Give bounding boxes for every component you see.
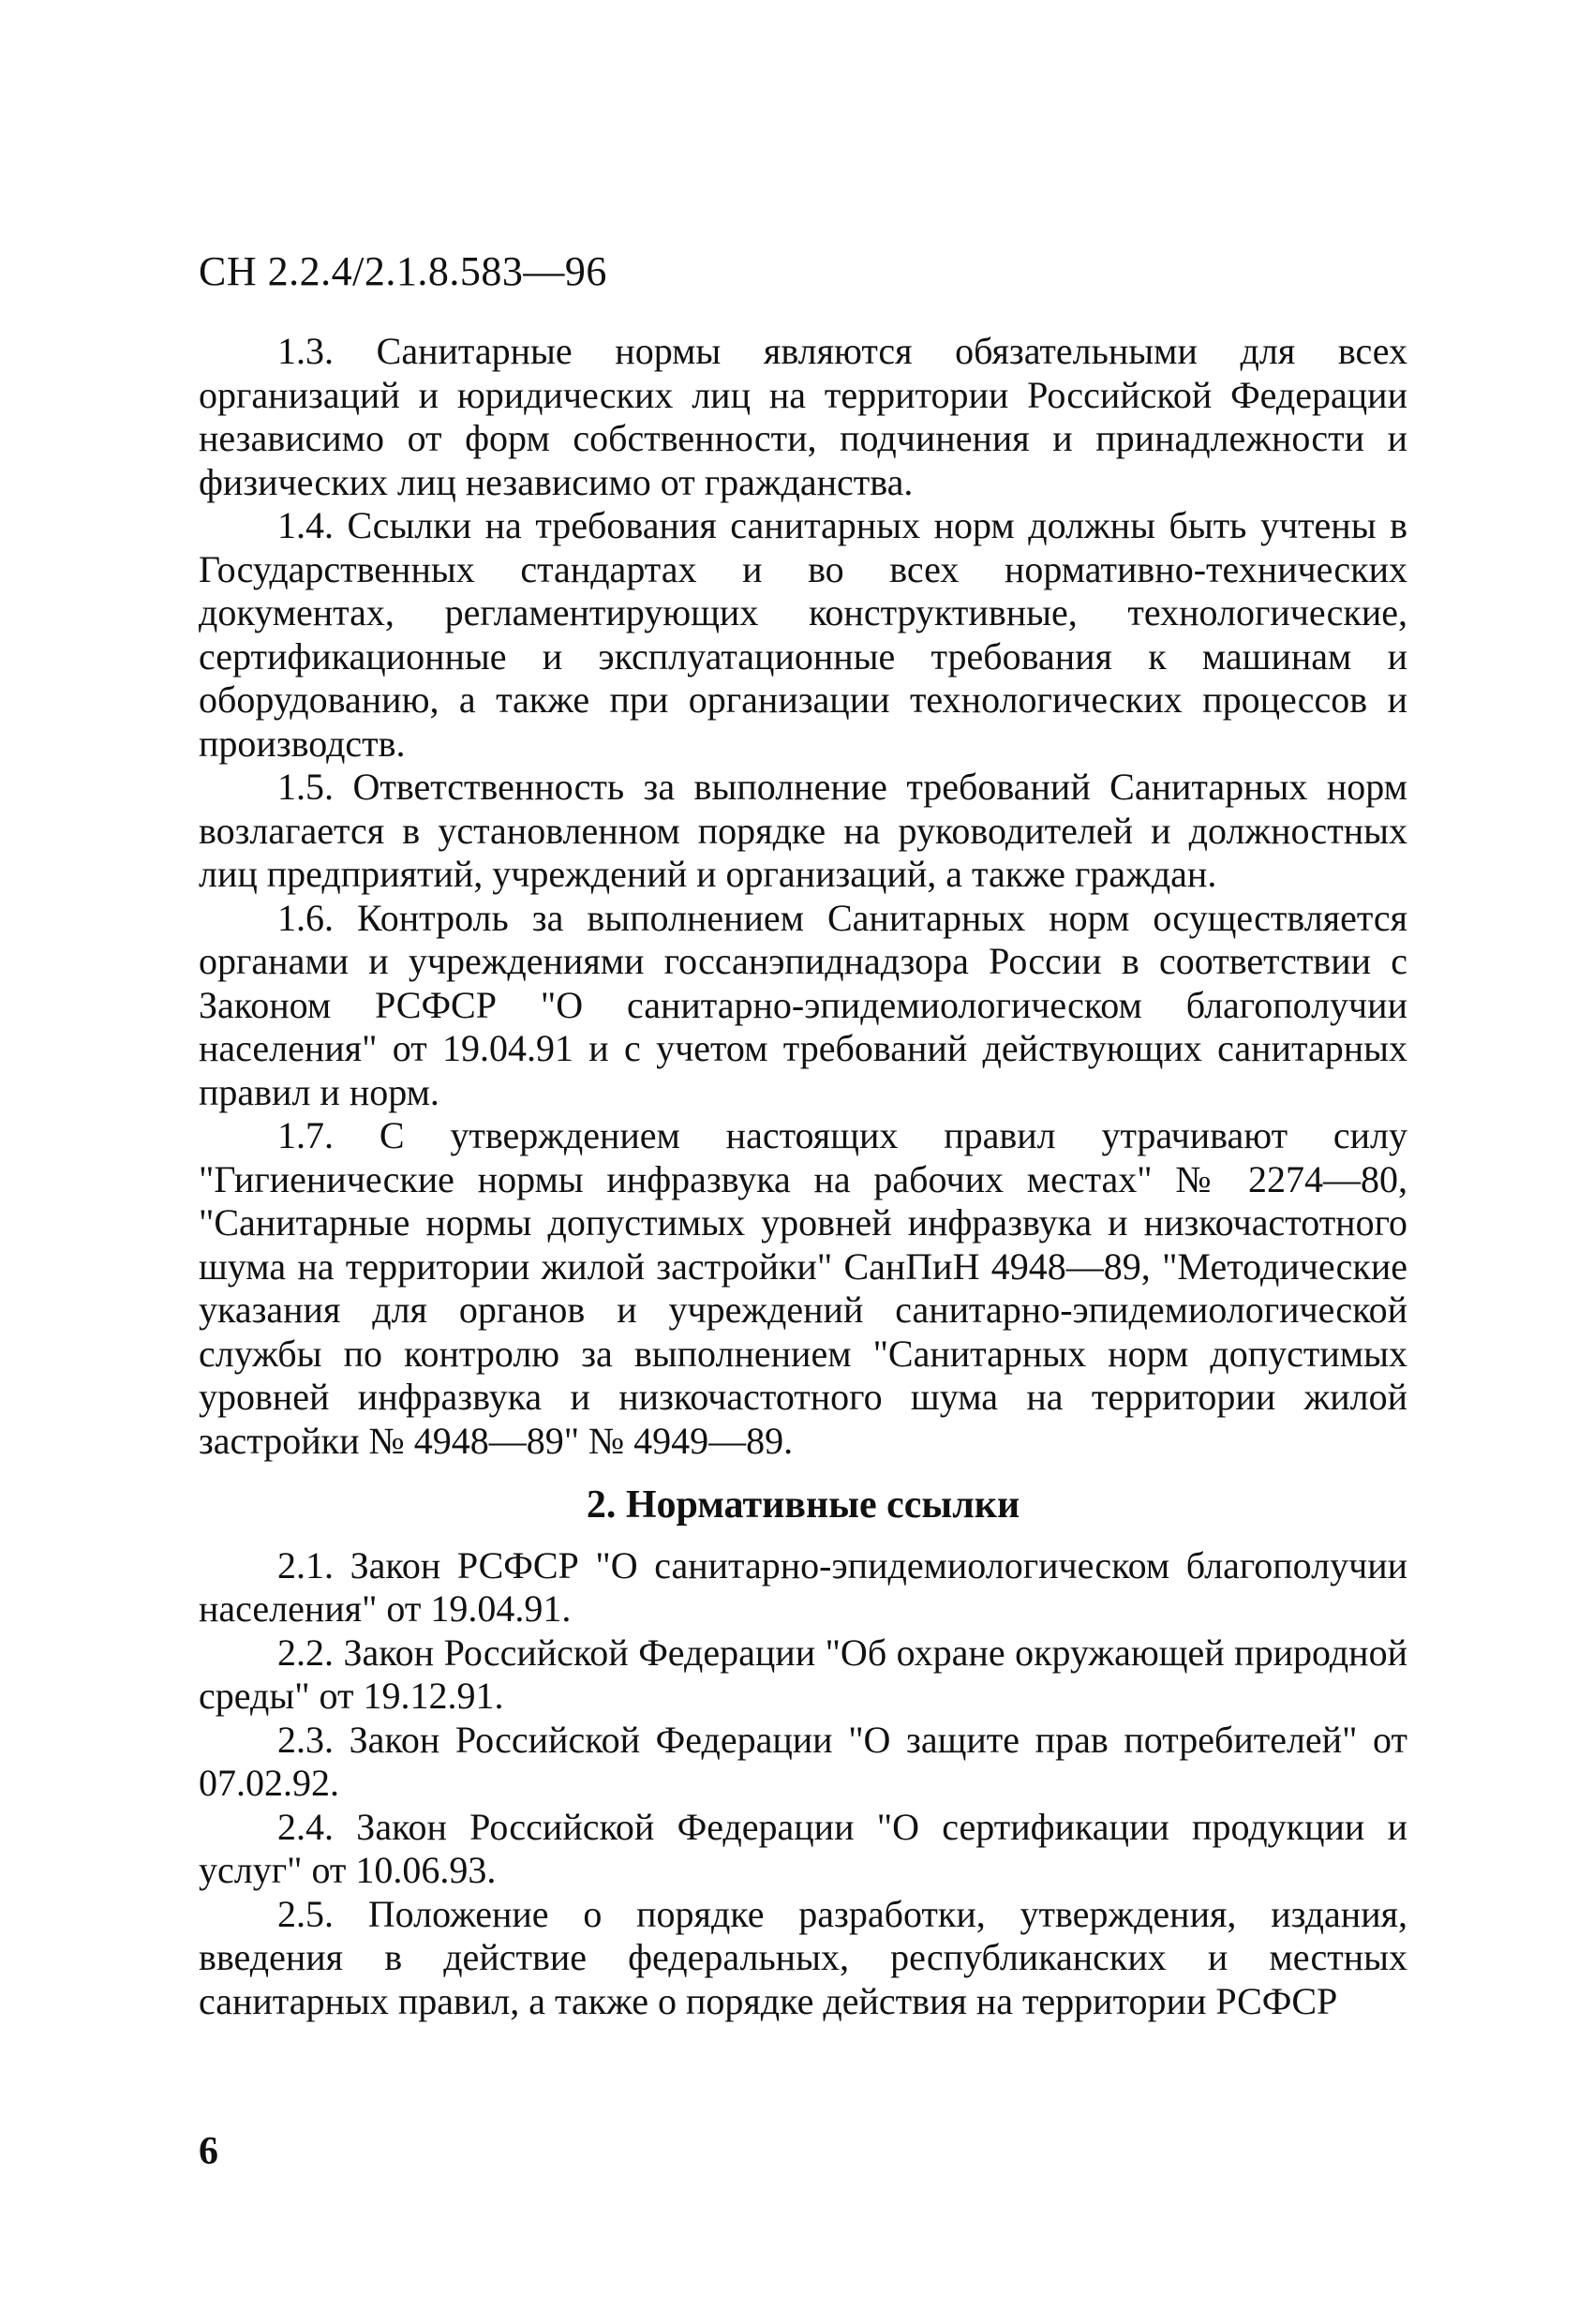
document-body	[199, 330, 1407, 2023]
paragraph-2-3: 2.3. Закон Российской Федерации "О защите прав потребителей" от 07.02.92.	[199, 1718, 1407, 1804]
paragraph-2-4: 2.4. Закон Российской Федерации "О сертификации продукции и услуг" от 10.06.93.	[199, 1805, 1407, 1891]
section-title: 2. Нормативные ссылки	[586, 1483, 1020, 1527]
paragraph-1-7: 1.7. С утверждением настоящих правил утрачивают силу "Гигиенические нормы инфразвука на рабочих местах" № 2274—80, "Санитарные нормы допустимых уровней инфразвука и низкочастотного шума на территории жилой застройки" СанПиН 4948—89, "Методические указания для органов и учреждений санитарно-эпидемиологической службы по контролю за выполнением "Санитарных норм допустимых уровней инфразвука и низкочастотного шума на территории жилой застройки № 4948—89" № 4949—89.	[199, 1114, 1407, 1462]
paragraph-2-1: 2.1. Закон РСФСР "О санитарно-эпидемиологическом благополучии населения" от 19.04.91.	[199, 1543, 1407, 1630]
paragraph-2-5: 2.5. Положение о порядке разработки, утверждения, издания, введения в действие федеральных, республиканских и местных санитарных правил, а также о порядке действия на территории РСФСР	[199, 1892, 1407, 2022]
paragraph-1-4: 1.4. Ссылки на требования санитарных норм должны быть учтены в Государственных стандартах и во всех нормативно-технических документах, регламентирующих конструктивные, технологические, сертификационные и эксплуатационные требования к машинам и оборудованию, а также при организации технологических процессов и производств.	[199, 504, 1407, 765]
paragraph-2-2: 2.2. Закон Российской Федерации "Об охране окружающей природной среды" от 19.12.91.	[199, 1631, 1407, 1717]
paragraph-1-6: 1.6. Контроль за выполнением Санитарных норм осуществляется органами и учреждениями госсанэпиднадзора России в соответствии с Законом РСФСР "О санитарно-эпидемиологическом благополучии населения" от 19.04.91 и с учетом требований действующих санитарных правил и норм.	[199, 896, 1407, 1113]
document-code-header: СН 2.2.4/2.1.8.583—96	[199, 248, 607, 294]
page-number: 6	[199, 2130, 218, 2173]
paragraph-1-3: 1.3. Санитарные нормы являются обязательными для всех организаций и юридических лиц на территории Российской Федерации независимо от форм собственности, подчинения и принадлежности и физических лиц независимо от гражданства.	[199, 330, 1407, 503]
paragraph-1-5: 1.5. Ответственность за выполнение требований Санитарных норм возлагается в установленном порядке на руководителей и должностных лиц предприятий, учреждений и организаций, а также граждан.	[199, 766, 1407, 895]
